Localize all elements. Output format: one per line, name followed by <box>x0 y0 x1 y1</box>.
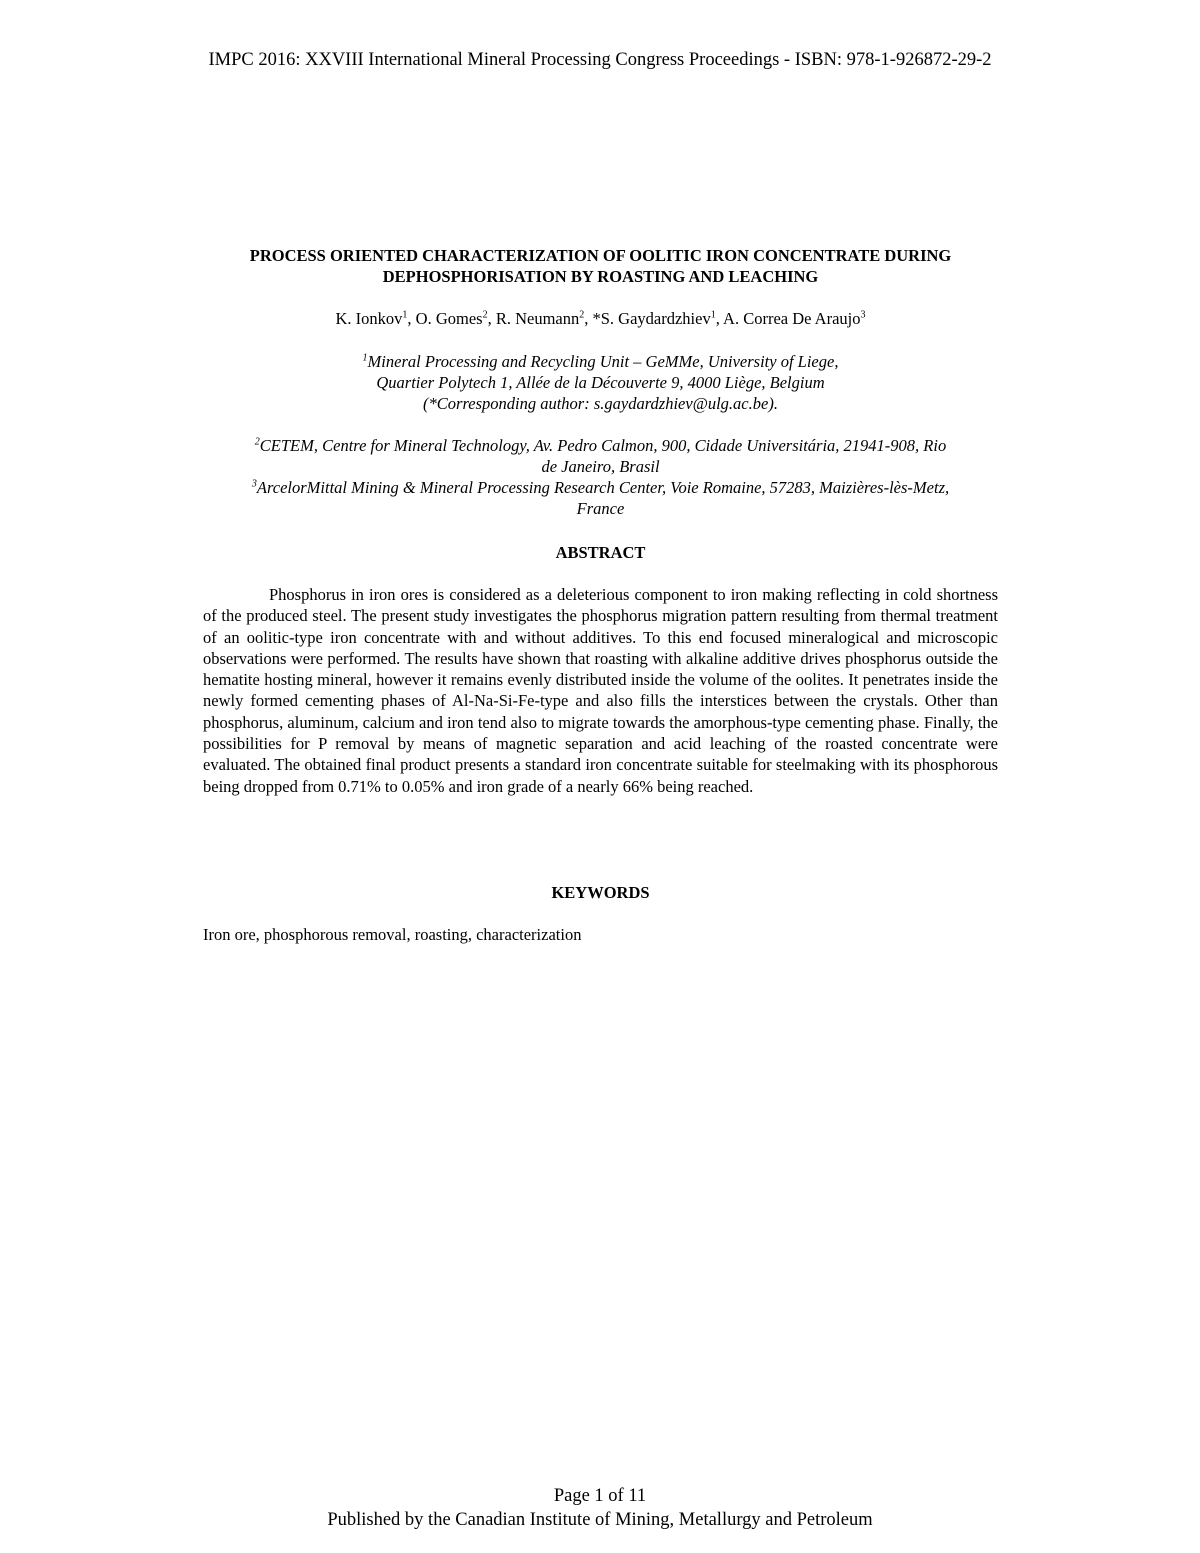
affiliation-text: CETEM, Centre for Mineral Technology, Av. Pedro Calmon, 900, Cidade Universitária, 21941-908, Rio <box>259 436 947 455</box>
abstract-heading: ABSTRACT <box>555 543 646 562</box>
paper-title-line-2: DEPHOSPHORISATION BY ROASTING AND LEACHING <box>382 267 819 286</box>
author-name: R. Neumann <box>495 309 580 328</box>
affiliation-2-line-2: de Janeiro, Brasil <box>541 457 660 476</box>
affiliation-1-line-1 <box>203 351 998 372</box>
affiliation-3-line-2: France <box>576 499 625 518</box>
author-list <box>203 308 998 329</box>
paper-content <box>203 245 998 945</box>
author-separator: , <box>715 309 724 328</box>
affiliation-text: Mineral Processing and Recycling Unit – GeMMe, University of Liege, <box>367 352 839 371</box>
publisher-note: Published by the Canadian Institute of Mining, Metallurgy and Petroleum <box>327 1510 873 1530</box>
affiliation-3-line-1 <box>203 477 998 498</box>
affiliation-1 <box>203 351 998 414</box>
affiliation-mark: 2 <box>254 436 260 448</box>
affiliation-2-line-1 <box>203 435 998 456</box>
paper-title <box>203 245 998 287</box>
paper-title-line-1: PROCESS ORIENTED CHARACTERIZATION OF OOLITIC IRON CONCENTRATE DURING <box>249 246 952 265</box>
affiliation-mark: 1 <box>362 352 368 364</box>
affiliation-mark: 3 <box>251 478 257 490</box>
abstract-body: Phosphorus in iron ores is considered as a deleterious component to iron making reflecting in cold shortness of the produced steel. The present study investigates the phosphorus migration pattern resulting from thermal treatment of an oolitic-type iron concentrate with and without additives. To this end focused mineralogical and microscopic observations were performed. The results have shown that roasting with alkaline additive drives phosphorus outside the hematite hosting mineral, however it remains evenly distributed inside the volume of the oolites. It penetrates inside the newly formed cementing phases of Al-Na-Si-Fe-type and also fills the interstices between the crystals. Other than phosphorus, aluminum, calcium and iron tend also to migrate towards the amorphous-type cementing phase. Finally, the possibilities for P removal by means of magnetic separation and acid leaching of the roasted concentrate were evaluated. The obtained final product presents a standard iron concentrate suitable for steelmaking with its phosphorous being dropped from 0.71% to 0.05% and iron grade of a nearly 66% being reached. <box>203 585 998 796</box>
keywords-heading: KEYWORDS <box>551 882 650 902</box>
running-header: IMPC 2016: XXVIII International Mineral Processing Congress Proceedings - ISBN: 978-1-926872-29-2 <box>208 50 992 70</box>
corresponding-author-note: (*Corresponding author: s.gaydardzhiev@ulg.ac.be). <box>423 394 778 413</box>
page-footer <box>0 1484 1200 1532</box>
author-affiliation-mark: 2 <box>579 309 585 321</box>
affiliation-3 <box>203 477 998 519</box>
author-affiliation-mark: 1 <box>710 309 716 321</box>
affiliation-2 <box>203 435 998 477</box>
author-separator: , <box>584 309 593 328</box>
author-separator: , <box>487 309 496 328</box>
author-separator: , <box>407 309 416 328</box>
author-affiliation-mark: 3 <box>860 309 866 321</box>
author-name: *S. Gaydardzhiev <box>592 309 711 328</box>
affiliation-1-line-2: Quartier Polytech 1, Allée de la Découverte 9, 4000 Liège, Belgium <box>376 373 825 392</box>
author-name: A. Correa De Araujo <box>723 309 861 328</box>
author-name: O. Gomes <box>415 309 483 328</box>
author-affiliation-mark: 2 <box>482 309 488 321</box>
page-number: Page 1 of 11 <box>553 1486 647 1506</box>
keywords-body: Iron ore, phosphorous removal, roasting, characterization <box>203 924 582 944</box>
author-name: K. Ionkov <box>335 309 403 328</box>
author-affiliation-mark: 1 <box>402 309 408 321</box>
affiliation-text: ArcelorMittal Mining & Mineral Processing Research Center, Voie Romaine, 57283, Maizières-lès-Metz, <box>256 478 950 497</box>
